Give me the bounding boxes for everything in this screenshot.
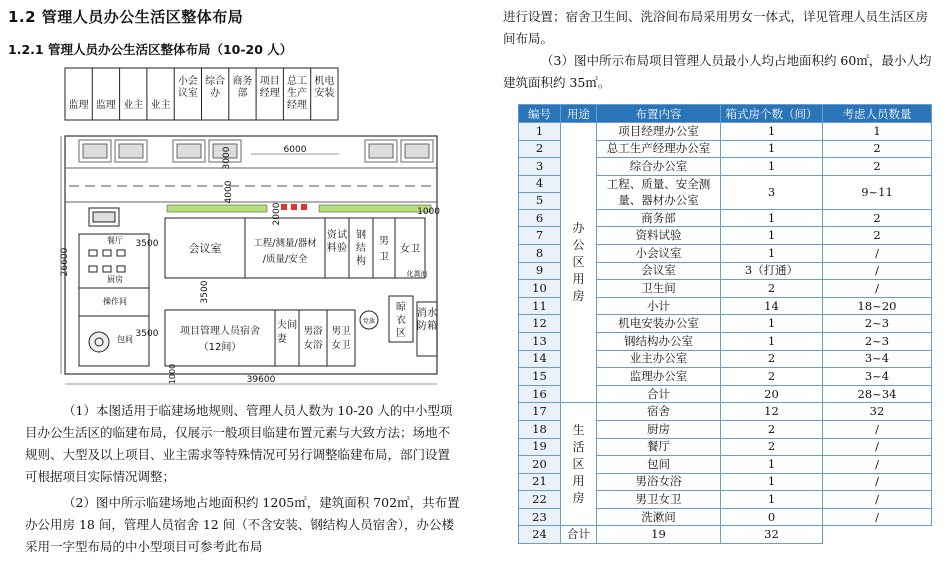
box-count: 1	[721, 140, 823, 158]
people-count: 2	[823, 227, 932, 245]
row-number-bottom: 5	[535, 192, 544, 207]
top-room-label: 总工	[287, 76, 308, 87]
people-count: /	[823, 280, 932, 298]
row-number: 9	[519, 262, 561, 280]
top-room-label: 安装	[314, 88, 335, 99]
room-steel-structure: 钢结构	[356, 230, 366, 267]
dim-3500: 3500	[200, 280, 210, 304]
room-content: 工程、质量、安全测量、器材办公室	[597, 175, 721, 209]
room-engineering: /质量/安全	[262, 254, 308, 265]
box-count: 19	[597, 526, 721, 544]
box-count: 1	[721, 244, 823, 262]
top-room-label: 综合	[205, 76, 226, 87]
room-content: 综合办公室	[597, 158, 721, 176]
box-count: 20	[721, 385, 823, 403]
table-row	[519, 403, 932, 421]
room-bath: 男浴	[303, 326, 323, 337]
room-content: 宿舍	[597, 403, 721, 421]
row-number: 14	[519, 350, 561, 368]
people-count: 32	[823, 403, 932, 421]
people-count: /	[823, 456, 932, 474]
row-number: 12	[519, 315, 561, 333]
top-room-label: 监理	[95, 100, 116, 111]
use-group-cell	[561, 403, 597, 526]
room-womens-wc: 女卫	[400, 244, 420, 255]
canteen-dining-label: 餐厅	[107, 236, 123, 245]
top-room-label: 监理	[68, 100, 89, 111]
section-heading: 1.2 管理人员办公生活区整体布局	[8, 8, 244, 26]
dim-39600: 39600	[246, 375, 276, 385]
dim-26600: 26600	[60, 247, 70, 277]
canteen-private-room-label: 包间	[117, 335, 133, 344]
row-number: 23	[519, 508, 561, 526]
top-rooms	[69, 68, 335, 120]
people-count: 2	[823, 209, 932, 227]
top-room-label: 商务	[232, 76, 253, 87]
row-number-top: 4	[519, 176, 560, 193]
dim-1000: 1000	[417, 207, 440, 217]
box-count: 1	[721, 332, 823, 350]
room-content: 小计	[597, 297, 721, 315]
row-number: 7	[519, 227, 561, 245]
row-number: 10	[519, 280, 561, 298]
top-room-label: 项目	[259, 76, 280, 87]
room-dormitory: 项目管理人员宿舍	[180, 326, 260, 337]
green-belt	[167, 205, 267, 212]
box-count: 2	[721, 420, 823, 438]
row-number: 19	[519, 438, 561, 456]
room-content: 合计	[561, 526, 597, 544]
box-count: 3（打通）	[721, 262, 823, 280]
header-box-count: 箱式房个数（间）	[721, 105, 823, 123]
room-content: 合计	[597, 385, 721, 403]
row-number: 2	[519, 140, 561, 158]
room-wc: 男卫	[331, 326, 351, 337]
row-number: 8	[519, 244, 561, 262]
room-content: 厨房	[597, 420, 721, 438]
room-wc: 女卫	[331, 340, 351, 351]
canteen-labels	[103, 235, 133, 344]
row-number: 18	[519, 420, 561, 438]
room-content: 钢结构办公室	[597, 332, 721, 350]
people-count: 2~3	[823, 332, 932, 350]
bottom-rooms	[180, 300, 437, 353]
header-people: 考虑人员数量	[823, 105, 932, 123]
box-count: 14	[721, 297, 823, 315]
people-count: 2~3	[823, 315, 932, 333]
note-paragraph-3: （3）图中所示布局项目管理人员最小人均占地面积约 60㎡，最小人均建筑面积约 35㎡。	[503, 53, 932, 90]
people-count: 18~20	[823, 297, 932, 315]
people-count: 32	[721, 526, 823, 544]
people-count: 2	[823, 140, 932, 158]
people-count: /	[823, 262, 932, 280]
row-number: 3	[519, 158, 561, 176]
row-number: 24	[519, 526, 561, 544]
dim-3000: 3000	[222, 146, 232, 170]
canteen-prep-label: 操作间	[103, 297, 127, 306]
flag-label: 党旗	[362, 318, 376, 325]
box-count: 2	[721, 438, 823, 456]
room-content: 业主办公室	[597, 350, 721, 368]
flag-poles	[281, 204, 307, 210]
table-row	[519, 123, 932, 141]
subsection-heading: 1.2.1 管理人员办公生活区整体布局（10-20 人）	[8, 42, 293, 57]
header-content: 布置内容	[597, 105, 721, 123]
header-use: 用途	[561, 105, 597, 123]
people-count: /	[823, 473, 932, 491]
dim-3500: 3500	[135, 329, 159, 339]
row-number: 15	[519, 368, 561, 386]
canteen-block	[79, 208, 149, 366]
dim-6000: 6000	[283, 145, 307, 155]
row-number: 1	[519, 123, 561, 141]
people-count: /	[823, 420, 932, 438]
people-count: 3~4	[823, 368, 932, 386]
note-paragraph-2-continued: 进行设置；宿舍卫生间、洗浴间布局采用男女一体式，详见管理人员生活区房间布局。	[503, 9, 929, 46]
septic-tank-label: 化粪池	[406, 270, 428, 278]
box-count: 1	[721, 456, 823, 474]
room-conference: 会议室	[188, 242, 222, 255]
people-count: 3~4	[823, 350, 932, 368]
mid-rooms	[189, 228, 428, 278]
green-belt	[319, 205, 431, 212]
room-archives: 资料试验	[326, 230, 348, 254]
box-count: 1	[721, 227, 823, 245]
dim-2000: 2000	[272, 202, 282, 226]
room-content: 洗漱间	[597, 508, 721, 526]
box-count: 1	[721, 473, 823, 491]
room-content: 包间	[597, 456, 721, 474]
note-paragraph-1: （1）本图适用于临建场地规则、管理人员人数为 10-20 人的中小型项目办公生活区的临建布局，仅展示一般项目临建布置元素与大致方法；场地不规则、大型及以上项目、业主需求等特殊情况可另行调整临建布局，部门设置可根据项目实际情况调整；	[25, 403, 453, 484]
people-count: /	[823, 508, 932, 526]
top-room-label: 业主	[123, 100, 144, 111]
box-count: 2	[721, 350, 823, 368]
room-content: 机电安装办公室	[597, 315, 721, 333]
people-count: 1	[823, 123, 932, 141]
box-count: 1	[721, 315, 823, 333]
box-count: 1	[721, 158, 823, 176]
people-count: /	[823, 491, 932, 509]
header-number: 编号	[519, 105, 561, 123]
top-room-label: 办	[210, 88, 221, 99]
row-number: 22	[519, 491, 561, 509]
use-group-label: 办公区用房	[572, 221, 585, 304]
people-count: /	[823, 438, 932, 456]
dimension-labels	[60, 145, 440, 385]
room-bath: 女浴	[303, 340, 323, 351]
room-content: 男卫女卫	[597, 491, 721, 509]
room-content: 总工生产经理办公室	[597, 140, 721, 158]
room-content: 会议室	[597, 262, 721, 280]
row-number: 20	[519, 456, 561, 474]
room-content: 卫生间	[597, 280, 721, 298]
box-count: 1	[721, 123, 823, 141]
top-room-label: 机电	[314, 76, 335, 87]
row-number: 16	[519, 385, 561, 403]
row-number: 21	[519, 473, 561, 491]
room-allocation-table	[518, 104, 932, 544]
room-dormitory: （12间）	[198, 342, 242, 353]
top-room-label: 经理	[259, 88, 280, 99]
row-number: 11	[519, 297, 561, 315]
dim-3500: 3500	[135, 239, 159, 249]
canteen-kitchen-label: 厨房	[107, 275, 123, 284]
fire-water-tank: 消防水箱	[416, 308, 438, 332]
table-header-row	[519, 105, 932, 123]
box-count: 2	[721, 280, 823, 298]
box-count: 0	[721, 508, 823, 526]
laundry-area: 晾衣区	[396, 302, 406, 339]
box-count: 12	[721, 403, 823, 421]
box-count: 1	[721, 491, 823, 509]
people-count: /	[823, 244, 932, 262]
row-number	[519, 175, 561, 209]
room-engineering: 工程/测量/器材	[253, 238, 317, 249]
room-content: 资料试验	[597, 227, 721, 245]
row-number: 13	[519, 332, 561, 350]
box-count: 2	[721, 368, 823, 386]
people-count: 28~34	[823, 385, 932, 403]
note-paragraph-2: （2）图中所示临建场地占地面积约 1205㎡，建筑面积 702㎡，共布置办公用房 18 间，管理人员宿舍 12 间（不含安装、钢结构人员宿舍），办公楼采用一字型布局的中小型项目可参考此布局	[25, 495, 460, 554]
room-content: 男浴女浴	[597, 473, 721, 491]
room-content: 监理办公室	[597, 368, 721, 386]
top-room-label: 生产	[287, 88, 308, 99]
row-number: 6	[519, 209, 561, 227]
room-couple: 夫妻间	[276, 320, 298, 345]
table-row	[519, 526, 932, 544]
room-mens-wc: 男	[379, 236, 389, 247]
top-room-label: 小会	[177, 76, 198, 87]
use-group-cell	[561, 123, 597, 403]
top-room-label: 业主	[150, 100, 171, 111]
top-room-label: 部	[237, 88, 248, 99]
parking-row	[79, 140, 433, 162]
use-group-label: 生活区用房	[572, 422, 585, 505]
people-count: 9~11	[823, 175, 932, 209]
room-content: 小会议室	[597, 244, 721, 262]
room-mens-wc: 卫	[379, 252, 389, 263]
row-number: 17	[519, 403, 561, 421]
top-room-label: 经理	[287, 100, 308, 111]
people-count: 2	[823, 158, 932, 176]
room-content: 餐厅	[597, 438, 721, 456]
box-count: 3	[721, 175, 823, 209]
dim-4000: 4000	[224, 180, 234, 204]
dim-1000: 1000	[168, 363, 177, 385]
site-layout-plan	[55, 66, 455, 388]
room-content: 项目经理办公室	[597, 123, 721, 141]
room-content: 商务部	[597, 209, 721, 227]
top-room-label: 议室	[177, 88, 198, 99]
box-count: 1	[721, 209, 823, 227]
